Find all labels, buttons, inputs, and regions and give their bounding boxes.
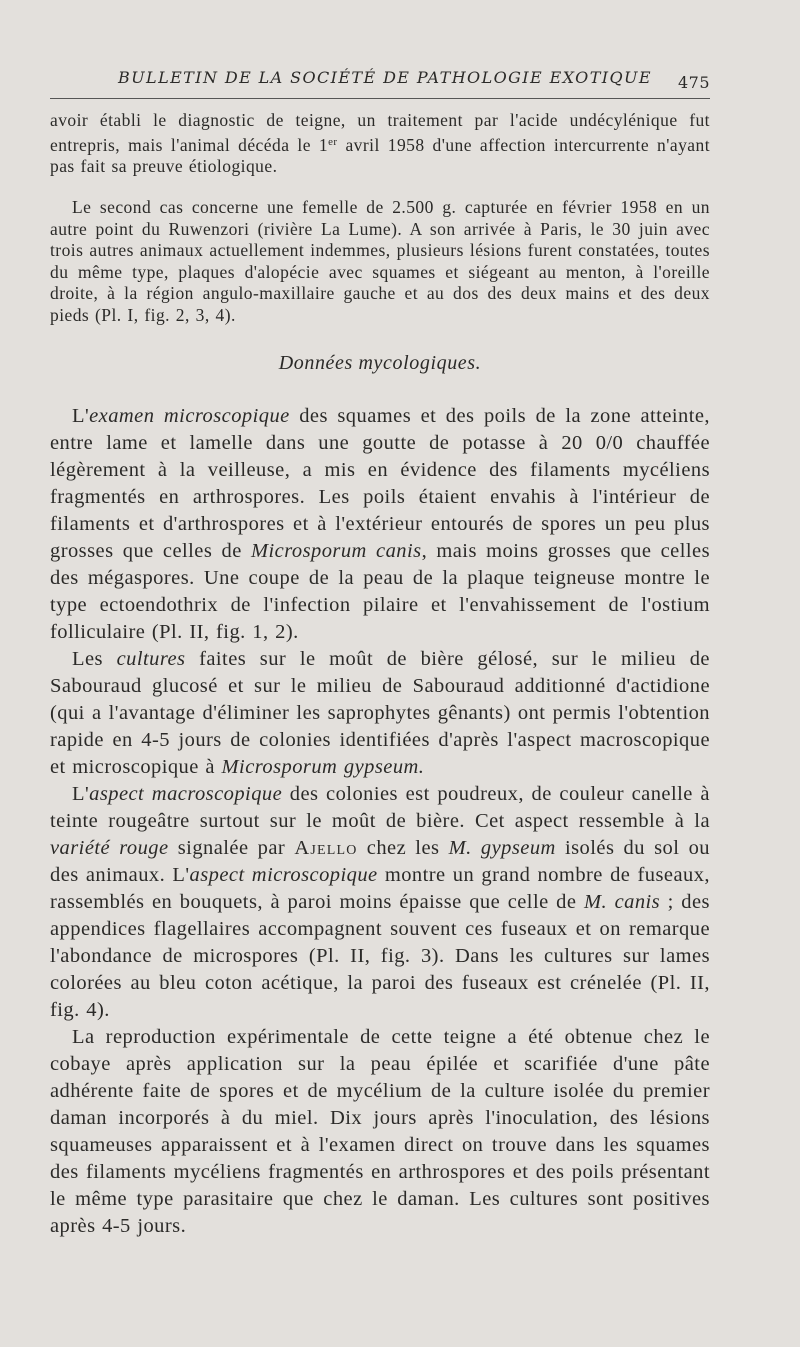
running-head: BULLETIN DE LA SOCIÉTÉ DE PATHOLOGIE EXOTIQUE — [118, 68, 652, 87]
section-heading: Données mycologiques. — [278, 352, 482, 375]
paragraph-cultures: Les cultures faites sur le moût de bière gélosé, sur le milieu de Sabouraud glucosé et sur le milieu de Sabouraud additionné d'actidione (qui a l'avantage d'éliminer les saprophytes gênants) ont permis l'obtention rapide en 4-5 jours de colonies identifiées d'après l'aspect macroscopique et microscopique à Microsporum gypseum. — [50, 648, 710, 779]
small-type-section — [50, 110, 710, 326]
paragraph-microscopic-exam: L'examen microscopique des squames et des poils de la zone atteinte, entre lame et lamelle dans une goutte de potasse à 20 0/0 chauffée légèrement à la veilleuse, a mis en évidence des filaments mycéliens fragmentés en arthrospores. Les poils étaient envahis à l'intérieur de filaments et d'arthrospores et à l'extérieur entourés de spores un peu plus grosses que celles de Microsporum canis, mais moins grosses que celles des mégaspores. Une coupe de la peau de la plaque teigneuse montre le type ectoendothrix de l'infection pilaire et l'envahissement de l'ostium folliculaire (Pl. II, fig. 1, 2). — [50, 405, 710, 644]
page-number: 475 — [677, 73, 710, 92]
large-type-section — [50, 403, 710, 1240]
paragraph-second-case: Le second cas concerne une femelle de 2.500 g. capturée en février 1958 en un autre point du Ruwenzori (rivière La Lume). A son arrivée à Paris, le 30 juin avec trois autres animaux actuellement indemmes, plusieurs lésions furent constatées, toutes du même type, plaques d'alopécie avec squames et siégeant au menton, à l'oreille droite, à la région angulo-maxillaire gauche et au dos des deux mains et des deux pieds (Pl. I, fig. 2, 3, 4). — [50, 197, 710, 325]
paragraph-diagnosis: avoir établi le diagnostic de teigne, un traitement par l'acide undécylénique fut entrepris, mais l'animal décéda le 1er avril 1958 d'une affection intercurrente n'ayant pas fait sa preuve étiologique. — [50, 110, 711, 176]
page-header — [50, 62, 710, 99]
body-text — [50, 110, 710, 1240]
paragraph-experimental-reproduction: La reproduction expérimentale de cette teigne a été obtenue chez le cobaye après application sur la peau épilée et scarifiée d'une pâte adhérente faite de spores et de mycélium de la culture isolée du premier daman incorporés à du miel. Dix jours après l'inoculation, des lésions squameuses apparaissent et à l'examen direct on trouve dans les squames des filaments mycéliens fragmentés en arthrospores et des poils présentant le même type parasitaire que chez le daman. Les cultures sont positives après 4-5 jours. — [50, 1026, 710, 1238]
paragraph-macroscopic-aspect: L'aspect macroscopique des colonies est poudreux, de couleur canelle à teinte rougeâtre surtout sur le moût de bière. Cet aspect ressemble à la variété rouge signalée par Ajello chez les M. gypseum isolés du sol ou des animaux. L'aspect microscopique montre un grand nombre de fuseaux, rassemblés en bouquets, à paroi moins épaisse que celle de M. canis ; des appendices flagellaires accompagnent souvent ces fuseaux et on remarque l'abondance de microspores (Pl. II, fig. 3). Dans les cultures sur lames colorées au bleu coton acétique, la paroi des fuseaux est crénelée (Pl. II, fig. 4). — [50, 783, 711, 1022]
